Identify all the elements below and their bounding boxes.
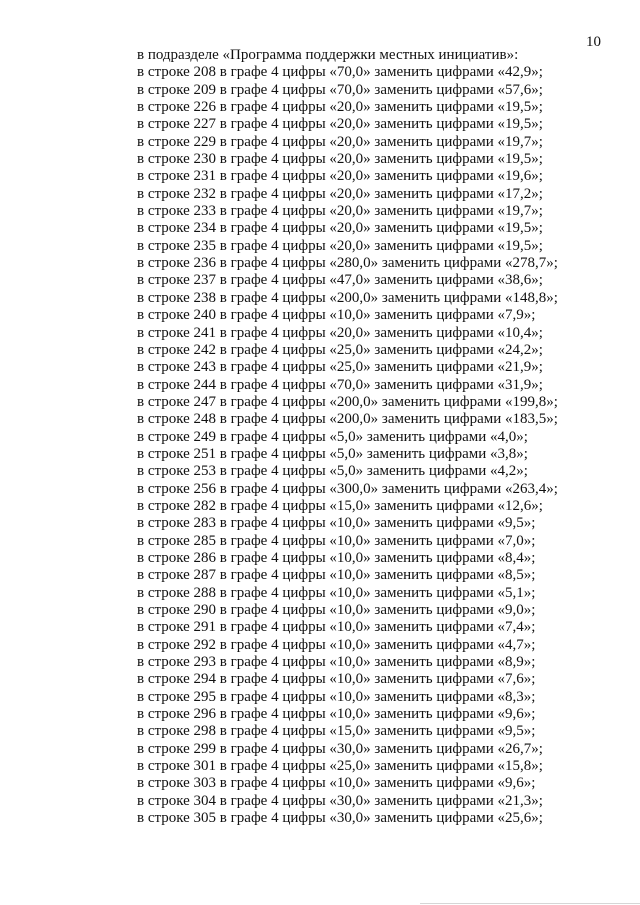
amendment-line: в строке 295 в графе 4 цифры «10,0» заменить цифрами «8,3»; xyxy=(137,688,536,705)
amendment-line: в строке 226 в графе 4 цифры «20,0» заменить цифрами «19,5»; xyxy=(137,99,543,116)
amendment-line: в строке 231 в графе 4 цифры «20,0» заменить цифрами «19,6»; xyxy=(137,168,543,185)
amendment-line: в строке 241 в графе 4 цифры «20,0» заменить цифрами «10,4»; xyxy=(137,324,543,341)
bottom-divider xyxy=(420,903,640,904)
amendment-list xyxy=(137,47,558,827)
amendment-line: в строке 299 в графе 4 цифры «30,0» заменить цифрами «26,7»; xyxy=(137,740,543,757)
amendment-line: в строке 242 в графе 4 цифры «25,0» заменить цифрами «24,2»; xyxy=(137,341,543,358)
amendment-line: в строке 247 в графе 4 цифры «200,0» заменить цифрами «199,8»; xyxy=(137,393,558,410)
amendment-line: в строке 292 в графе 4 цифры «10,0» заменить цифрами «4,7»; xyxy=(137,636,536,653)
amendment-line: в строке 283 в графе 4 цифры «10,0» заменить цифрами «9,5»; xyxy=(137,515,536,532)
amendment-line: в строке 286 в графе 4 цифры «10,0» заменить цифрами «8,4»; xyxy=(137,549,536,566)
amendment-line: в строке 243 в графе 4 цифры «25,0» заменить цифрами «21,9»; xyxy=(137,359,543,376)
amendment-line: в строке 285 в графе 4 цифры «10,0» заменить цифрами «7,0»; xyxy=(137,532,536,549)
subsection-heading: в подразделе «Программа поддержки местных инициатив»: xyxy=(137,47,519,63)
amendment-line: в строке 296 в графе 4 цифры «10,0» заменить цифрами «9,6»; xyxy=(137,706,536,723)
amendment-line: в строке 227 в графе 4 цифры «20,0» заменить цифрами «19,5»; xyxy=(137,116,543,133)
amendment-line: в строке 233 в графе 4 цифры «20,0» заменить цифрами «19,7»; xyxy=(137,203,543,220)
amendment-line: в строке 237 в графе 4 цифры «47,0» заменить цифрами «38,6»; xyxy=(137,272,543,289)
amendment-line: в строке 282 в графе 4 цифры «15,0» заменить цифрами «12,6»; xyxy=(137,497,543,514)
amendment-line: в строке 232 в графе 4 цифры «20,0» заменить цифрами «17,2»; xyxy=(137,185,543,202)
amendment-line: в строке 287 в графе 4 цифры «10,0» заменить цифрами «8,5»; xyxy=(137,567,536,584)
amendment-line: в строке 236 в графе 4 цифры «280,0» заменить цифрами «278,7»; xyxy=(137,255,558,272)
page-number: 10 xyxy=(586,34,601,50)
amendment-line: в строке 238 в графе 4 цифры «200,0» заменить цифрами «148,8»; xyxy=(137,289,558,306)
amendment-line: в строке 301 в графе 4 цифры «25,0» заменить цифрами «15,8»; xyxy=(137,758,543,775)
amendment-line: в строке 253 в графе 4 цифры «5,0» заменить цифрами «4,2»; xyxy=(137,463,528,480)
amendment-line: в строке 293 в графе 4 цифры «10,0» заменить цифрами «8,9»; xyxy=(137,654,536,671)
amendment-line: в строке 230 в графе 4 цифры «20,0» заменить цифрами «19,5»; xyxy=(137,151,543,168)
amendment-line: в строке 244 в графе 4 цифры «70,0» заменить цифрами «31,9»; xyxy=(137,376,543,393)
amendment-line: в строке 229 в графе 4 цифры «20,0» заменить цифрами «19,7»; xyxy=(137,133,543,150)
amendment-line: в строке 251 в графе 4 цифры «5,0» заменить цифрами «3,8»; xyxy=(137,445,528,462)
amendment-line: в строке 303 в графе 4 цифры «10,0» заменить цифрами «9,6»; xyxy=(137,775,536,792)
amendment-line: в строке 290 в графе 4 цифры «10,0» заменить цифрами «9,0»; xyxy=(137,602,536,618)
amendment-line: в строке 234 в графе 4 цифры «20,0» заменить цифрами «19,5»; xyxy=(137,220,543,237)
amendment-line: в строке 235 в графе 4 цифры «20,0» заменить цифрами «19,5»; xyxy=(137,237,543,254)
amendment-line: в строке 298 в графе 4 цифры «15,0» заменить цифрами «9,5»; xyxy=(137,723,536,740)
amendment-line: в строке 249 в графе 4 цифры «5,0» заменить цифрами «4,0»; xyxy=(137,428,528,445)
amendment-line: в строке 288 в графе 4 цифры «10,0» заменить цифрами «5,1»; xyxy=(137,584,536,601)
amendment-line: в строке 304 в графе 4 цифры «30,0» заменить цифрами «21,3»; xyxy=(137,792,543,809)
amendment-line: в строке 209 в графе 4 цифры «70,0» заменить цифрами «57,6»; xyxy=(137,81,543,98)
amendment-line: в строке 294 в графе 4 цифры «10,0» заменить цифрами «7,6»; xyxy=(137,671,536,688)
amendment-line: в строке 305 в графе 4 цифры «30,0» заменить цифрами «25,6»; xyxy=(137,810,543,827)
amendment-line: в строке 248 в графе 4 цифры «200,0» заменить цифрами «183,5»; xyxy=(137,411,558,428)
amendment-line: в строке 291 в графе 4 цифры «10,0» заменить цифрами «7,4»; xyxy=(137,619,536,636)
amendment-line: в строке 240 в графе 4 цифры «10,0» заменить цифрами «7,9»; xyxy=(137,307,536,324)
amendment-line: в строке 208 в графе 4 цифры «70,0» заменить цифрами «42,9»; xyxy=(137,64,543,81)
amendment-line: в строке 256 в графе 4 цифры «300,0» заменить цифрами «263,4»; xyxy=(137,480,558,497)
